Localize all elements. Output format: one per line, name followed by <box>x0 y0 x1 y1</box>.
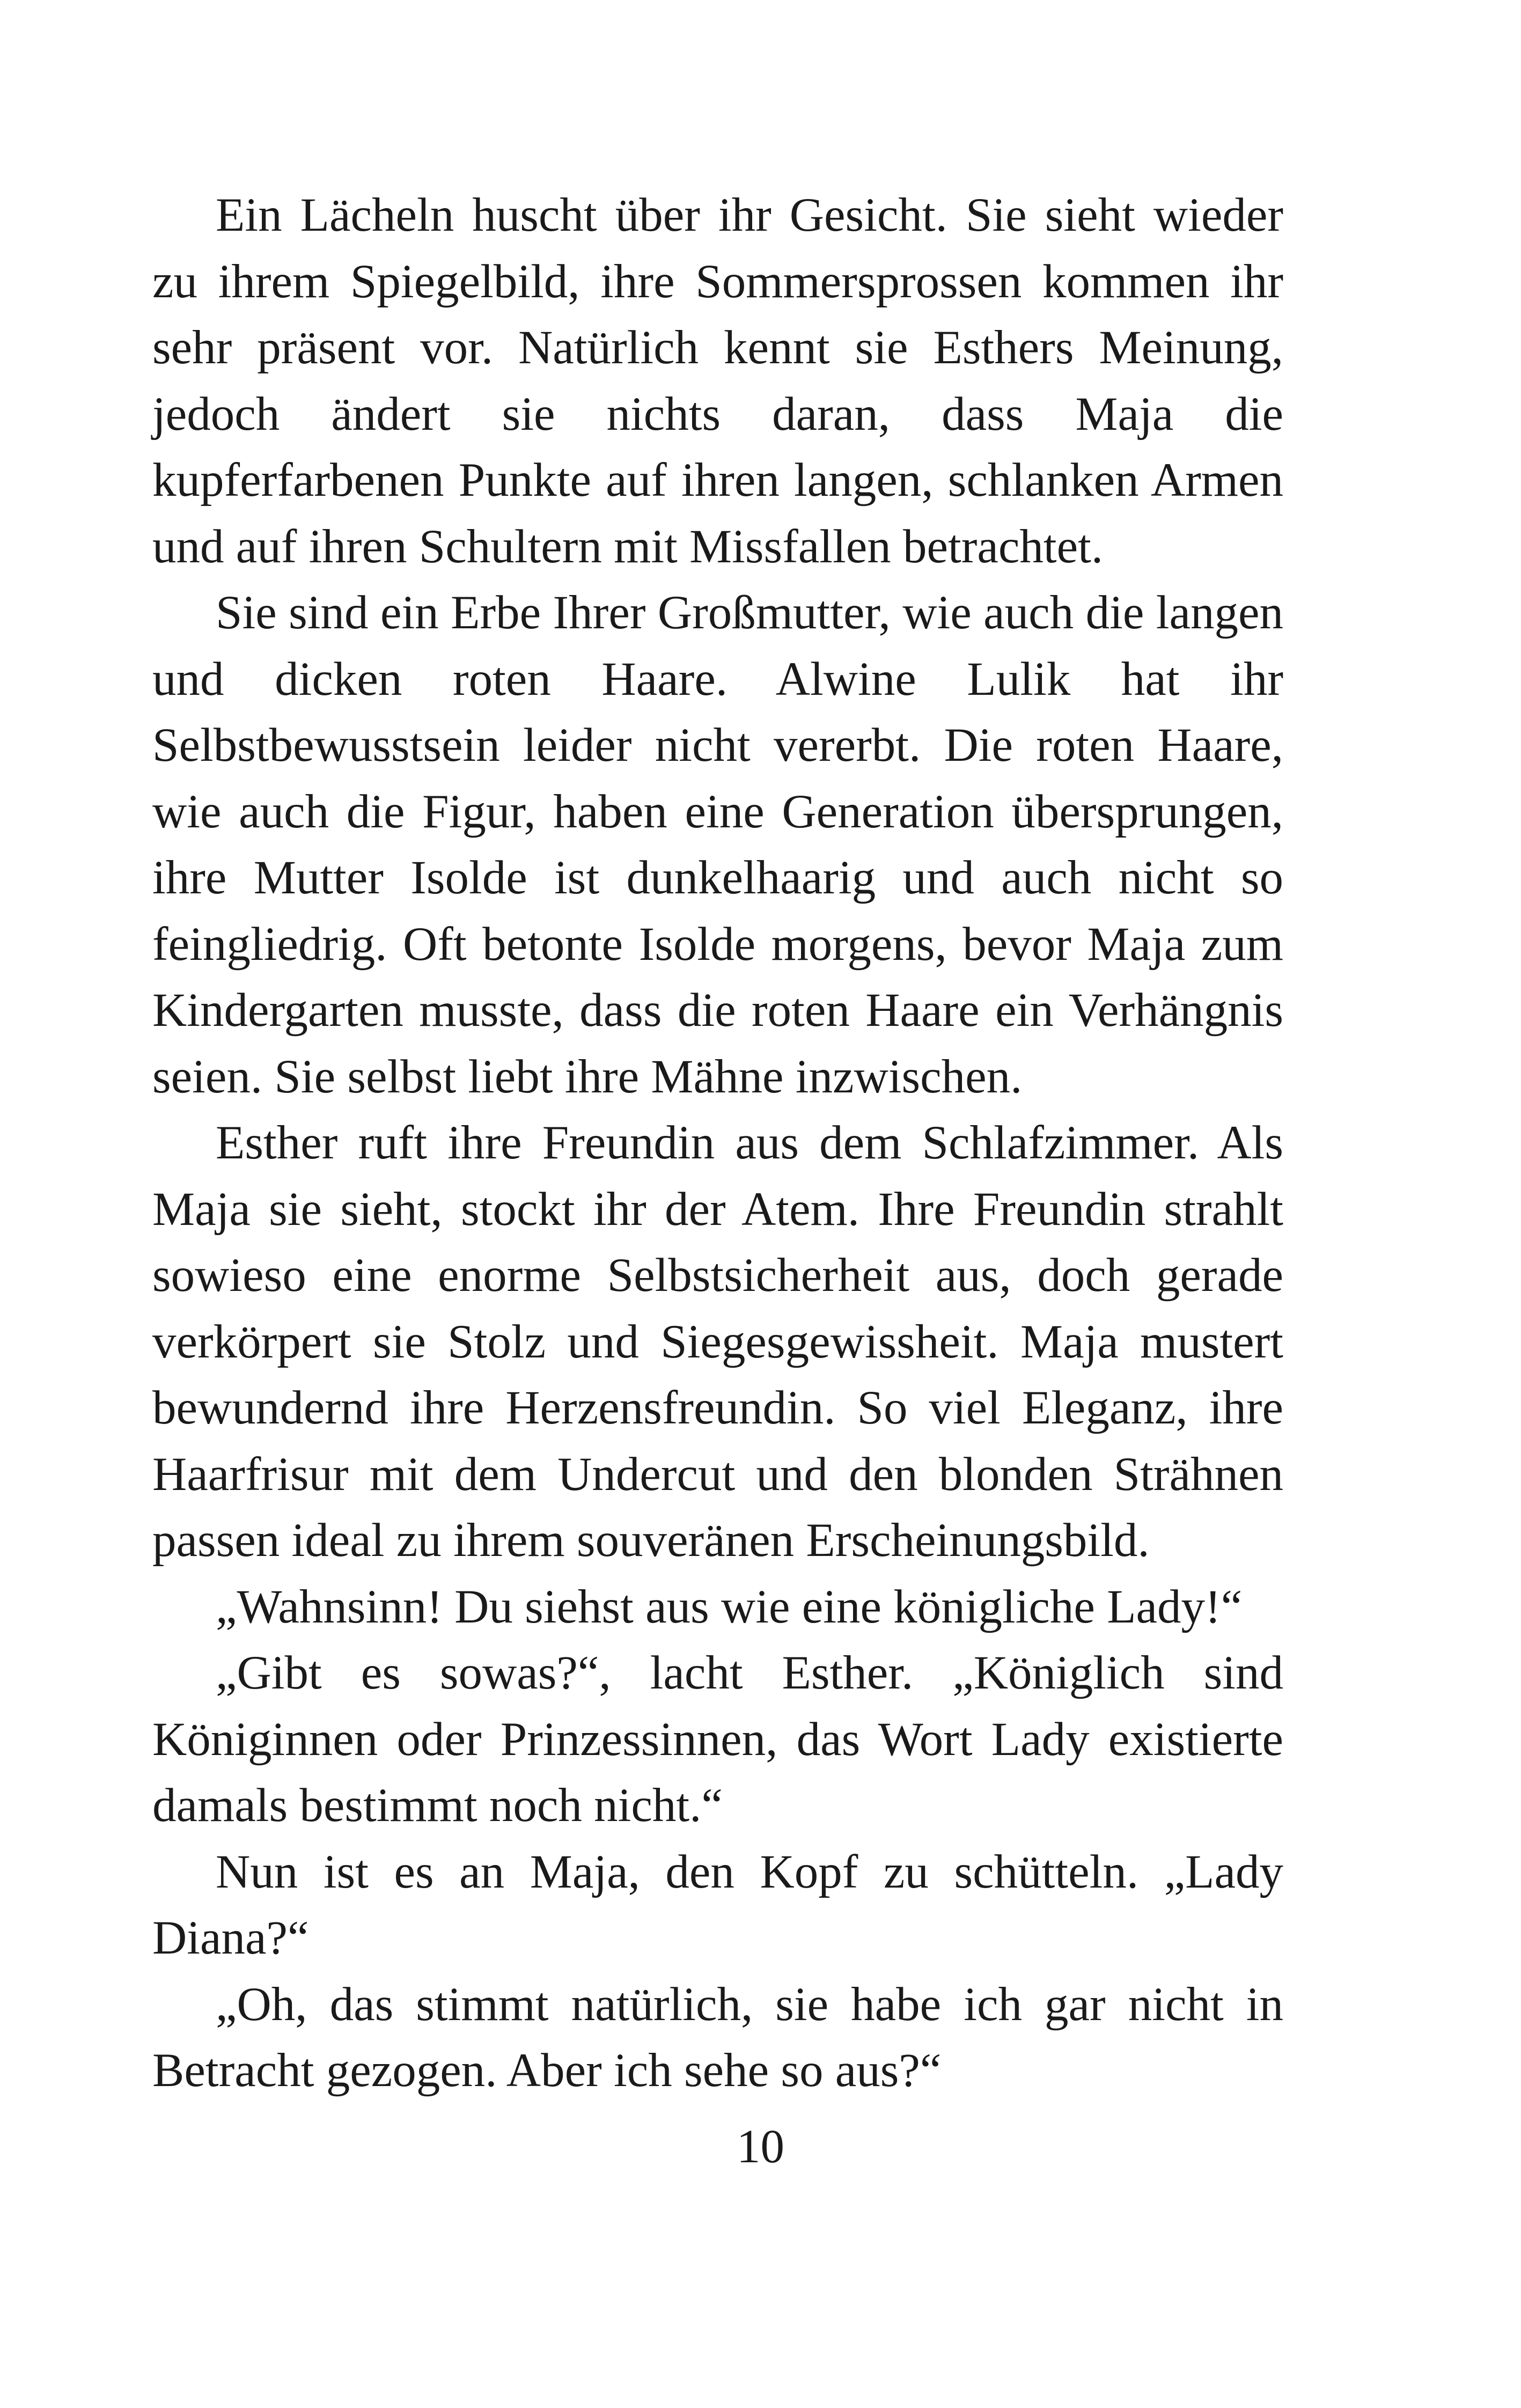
paragraph: Esther ruft ihre Freundin aus dem Schlafzimmer. Als Maja sie sieht, stockt ihr der Atem. Ihre Freundin strahlt sowieso eine enorme Selbstsicherheit aus, doch gerade verkörpert sie Stolz und Siegesgewissheit. Maja mustert bewundernd ihre Herzensfreundin. So viel Eleganz, ihre Haarfrisur mit dem Undercut und den blonden Strähnen passen ideal zu ihrem souveränen Erscheinungsbild. <box>152 1117 1283 1567</box>
body-text <box>152 182 1283 2104</box>
paragraph: Nun ist es an Maja, den Kopf zu schütteln. „Lady Diana?“ <box>152 1845 1283 1964</box>
paragraph: „Gibt es sowas?“, lacht Esther. „Königlich sind Königinnen oder Prinzessinnen, das Wort Lady existierte damals bestimmt noch nicht.“ <box>152 1647 1283 1832</box>
paragraph: Ein Lächeln huscht über ihr Gesicht. Sie sieht wieder zu ihrem Spiegelbild, ihre Sommersprossen kommen ihr sehr präsent vor. Natürlich kennt sie Esthers Meinung, jedoch ändert sie nichts daran, dass Maja die kupferfarbenen Punkte auf ihren langen, schlanken Armen und auf ihren Schultern mit Missfallen betrachtet. <box>152 189 1283 573</box>
paragraph: „Wahnsinn! Du siehst aus wie eine königliche Lady!“ <box>216 1580 1243 1633</box>
page-number: 10 <box>737 2120 784 2173</box>
paragraph: Sie sind ein Erbe Ihrer Großmutter, wie auch die langen und dicken roten Haare. Alwine Lulik hat ihr Selbstbewusstsein leider nicht vererbt. Die roten Haare, wie auch die Figur, haben eine Generation übersprungen, ihre Mutter Isolde ist dunkelhaarig und auch nicht so feingliedrig. Oft betonte Isolde morgens, bevor Maja zum Kindergarten musste, dass die roten Haare ein Verhängnis seien. Sie selbst liebt ihre Mähne inzwischen. <box>152 586 1283 1103</box>
paragraph: „Oh, das stimmt natürlich, sie habe ich gar nicht in Betracht gezogen. Aber ich sehe so aus?“ <box>152 1978 1283 2097</box>
